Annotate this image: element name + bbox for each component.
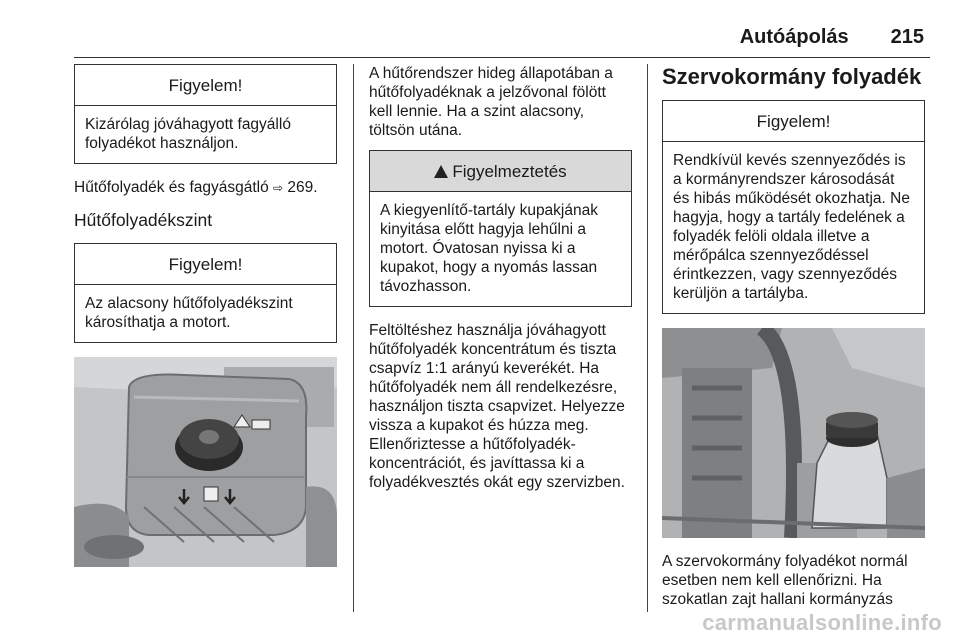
notice-title: Figyelem! xyxy=(75,244,336,285)
column-divider xyxy=(353,64,354,612)
section-title: Autóápolás xyxy=(739,26,849,48)
page-header xyxy=(740,26,924,49)
right-column xyxy=(662,64,925,609)
warning-box xyxy=(369,150,632,307)
notice-title: Figyelem! xyxy=(75,65,336,106)
coolant-reservoir-illustration xyxy=(74,357,337,567)
power-steering-illustration xyxy=(662,328,925,538)
notice-body: Az alacsony hűtőfolyadékszint károsíthatja a motort. xyxy=(85,295,293,331)
refill-instructions: Feltöltéshez használja jóváhagyott hűtőfolyadék koncentrátum és tiszta csapvíz 1:1 arányú keverékét. Ha hűtőfolyadék nem áll rendelkezésre, használjon tiszta csapvizet. Helyezze vissza a kupakot és húzza meg. Ellenőriztesse a hűtőfolyadék-koncentrációt, és javíttassa ki a folyadékvesztés okát egy szervizben. xyxy=(369,322,625,491)
coolant-reference: Hűtőfolyadék és fagyásgátló ⇨ 269. xyxy=(74,179,318,196)
coolant-level-text: A hűtőrendszer hideg állapotában a hűtőfolyadéknak a jelzővonal fölött kell lennie. Ha a szint alacsony, töltsön utána. xyxy=(369,65,613,139)
watermark: carmanualsonline.info xyxy=(702,610,942,635)
left-column xyxy=(74,64,337,567)
notice-title: Figyelem! xyxy=(663,101,924,142)
header-rule xyxy=(74,57,930,58)
warning-triangle-icon xyxy=(434,165,448,178)
notice-body: Rendkívül kevés szennyeződés is a kormányrendszer károsodását és hibás működését okozhatja. Ne hagyja, hogy a tartály fedelének a folyadék felöli oldala illetve a mérőpálca szennyeződéssel érintkezzen, vagy szennyeződés kerüljön a tartályba. xyxy=(673,152,910,302)
column-divider xyxy=(647,64,648,612)
power-steering-heading: Szervokormány folyadék xyxy=(662,64,922,89)
warning-body: A kiegyenlítő-tartály kupakjának kinyitása előtt hagyja lehűlni a motort. Óvatosan nyissa ki a kupakot, hogy a nyomás lassan távozhasson. xyxy=(380,202,598,295)
page-number: 215 xyxy=(890,26,924,48)
notice-box-antifreeze xyxy=(74,64,337,164)
warning-title: Figyelmeztetés xyxy=(370,151,631,192)
notice-box-power-steering xyxy=(662,100,925,314)
power-steering-text: A szervokormány folyadékot normál esetben nem kell ellenőrizni. Ha szokatlan zajt hallani kormányzás xyxy=(662,553,908,608)
middle-column xyxy=(369,64,632,492)
coolant-reservoir-photo xyxy=(74,357,337,567)
page-reference-icon: ⇨ xyxy=(273,181,284,195)
coolant-level-heading: Hűtőfolyadékszint xyxy=(74,210,213,230)
notice-body: Kizárólag jóváhagyott fagyálló folyadékot használjon. xyxy=(85,116,291,152)
page-reference-link[interactable]: 269. xyxy=(287,179,318,196)
notice-box-coolant-level xyxy=(74,243,337,343)
power-steering-reservoir-photo xyxy=(662,328,925,538)
